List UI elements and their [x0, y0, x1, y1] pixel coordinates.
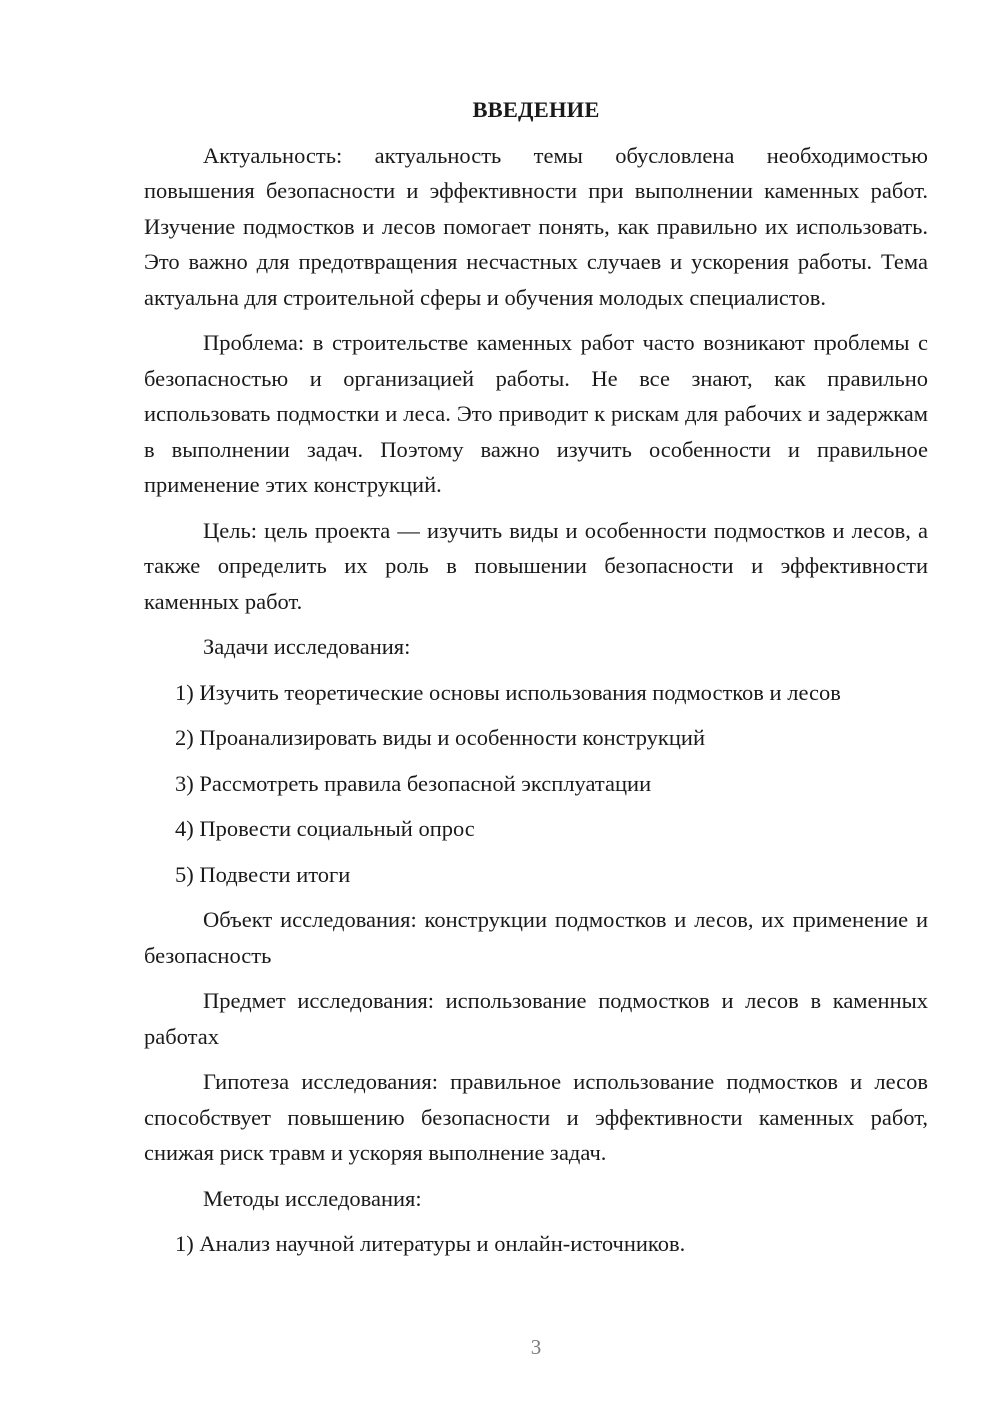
page-number: 3	[530, 1335, 542, 1359]
task-item: 2) Проанализировать виды и особенности конструкций	[175, 725, 705, 750]
task-item: 5) Подвести итоги	[175, 861, 351, 887]
problem-paragraph: Проблема: в строительстве каменных работ часто возникают проблемы с безопасностью и организацией работы. Не все знают, как правильно использовать подмостки и леса. Это приводит к рискам для рабочих и задержкам в выполнении задач. Поэтому важно изучить особенности и правильное применение этих конструкций.	[144, 330, 928, 497]
task-item: 1) Изучить теоретические основы использования подмостков и лесов	[175, 679, 841, 705]
task-item: 4) Провести социальный опрос	[175, 816, 475, 841]
page-content	[144, 92, 928, 1272]
relevance-paragraph: Актуальность: актуальность темы обусловлена необходимостью повышения безопасности и эффективности при выполнении каменных работ. Изучение подмостков и лесов помогает понять, как правильно их использовать. Это важно для предотвращения несчастных случаев и ускорения работы. Тема актуальна для строительной сферы и обучения молодых специалистов.	[144, 142, 928, 310]
methods-heading: Методы исследования:	[203, 1185, 422, 1211]
task-item: 3) Рассмотреть правила безопасной эксплуатации	[175, 770, 652, 796]
page-title: ВВЕДЕНИЕ	[472, 97, 600, 122]
hypothesis-paragraph: Гипотеза исследования: правильное использование подмостков и лесов способствует повышению безопасности и эффективности каменных работ, снижая риск травм и ускоряя выполнение задач.	[144, 1069, 928, 1165]
method-item: 1) Анализ научной литературы и онлайн-источников.	[175, 1231, 686, 1256]
tasks-heading: Задачи исследования:	[203, 634, 411, 659]
goal-paragraph: Цель: цель проекта — изучить виды и особенности подмостков и лесов, а также определить их роль в повышении безопасности и эффективности каменных работ.	[144, 517, 928, 614]
object-paragraph: Объект исследования: конструкции подмостков и лесов, их применение и безопасность	[144, 907, 928, 968]
subject-paragraph: Предмет исследования: использование подмостков и лесов в каменных работах	[144, 988, 928, 1049]
